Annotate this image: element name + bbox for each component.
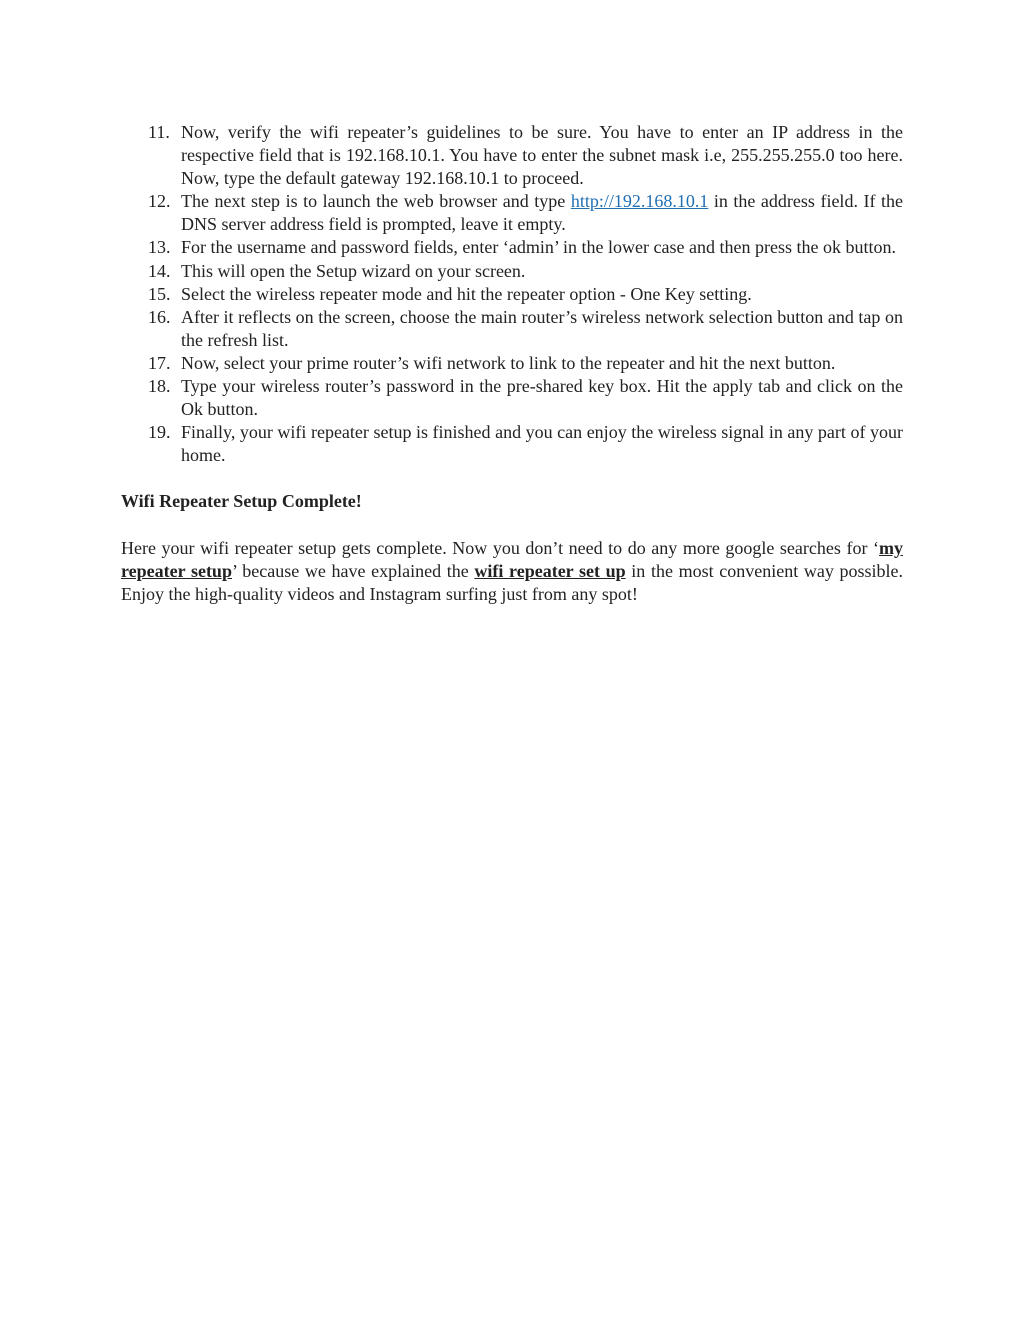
list-item bbox=[121, 352, 903, 375]
paragraph-text: Here your wifi repeater setup gets complete. Now you don’t need to do any more google searches for ‘ bbox=[121, 537, 879, 558]
list-item bbox=[121, 375, 903, 421]
list-item-text: Type your wireless router’s password in the pre-shared key box. Hit the apply tab and click on the Ok button. bbox=[181, 376, 903, 420]
list-item-text: For the username and password fields, enter ‘admin’ in the lower case and then press the ok button. bbox=[181, 237, 896, 258]
list-item bbox=[121, 306, 903, 352]
list-item bbox=[121, 283, 903, 306]
list-item-text: Now, verify the wifi repeater’s guidelines to be sure. You have to enter an IP address in the respective field that is 192.168.10.1. You have to enter the subnet mask i.e, 255.255.255.0 too here. Now, type the default gateway 192.168.10.1 to proceed. bbox=[181, 122, 903, 189]
list-item-text: in the address field. If the DNS server address field is prompted, leave it empty. bbox=[181, 191, 903, 235]
my-repeater-setup-link[interactable]: my repeater setup bbox=[121, 537, 903, 581]
list-item-number: 11. bbox=[148, 122, 170, 142]
list-item-number: 12. bbox=[148, 191, 171, 212]
router-address-link[interactable]: http://192.168.10.1 bbox=[570, 191, 709, 212]
list-item-text: Finally, your wifi repeater setup is finished and you can enjoy the wireless signal in any part of your home. bbox=[181, 422, 903, 466]
list-item bbox=[121, 421, 903, 467]
list-item-text: Select the wireless repeater mode and hit the repeater option - One Key setting. bbox=[181, 283, 752, 304]
list-item-number: 19. bbox=[148, 422, 171, 443]
paragraph-text: in the most convenient way possible. Enjoy the high-quality videos and Instagram surfing just from any spot! bbox=[121, 560, 903, 604]
list-item bbox=[121, 236, 903, 259]
list-item-number: 18. bbox=[148, 376, 171, 397]
list-item-text: The next step is to launch the web browser and type bbox=[181, 191, 571, 212]
wifi-repeater-set-up-link[interactable]: wifi repeater set up bbox=[474, 560, 626, 581]
list-item-number: 15. bbox=[148, 283, 171, 304]
list-item bbox=[121, 190, 903, 236]
list-item-number: 16. bbox=[148, 306, 171, 327]
list-item-text: This will open the Setup wizard on your screen. bbox=[181, 260, 526, 281]
list-item bbox=[121, 260, 903, 283]
list-item-number: 14. bbox=[148, 260, 171, 281]
list-item-text: Now, select your prime router’s wifi network to link to the repeater and hit the next button. bbox=[181, 352, 836, 373]
section-heading: Wifi Repeater Setup Complete! bbox=[121, 491, 362, 512]
setup-steps-list bbox=[121, 121, 903, 467]
list-item-text: After it reflects on the screen, choose the main router’s wireless network selection button and tap on the refresh list. bbox=[181, 306, 903, 350]
document-page bbox=[121, 121, 903, 624]
closing-paragraph bbox=[121, 537, 903, 606]
list-item-number: 13. bbox=[148, 237, 171, 258]
list-item bbox=[121, 121, 903, 190]
list-item-number: 17. bbox=[148, 352, 171, 373]
paragraph-text: ’ because we have explained the bbox=[231, 560, 475, 581]
